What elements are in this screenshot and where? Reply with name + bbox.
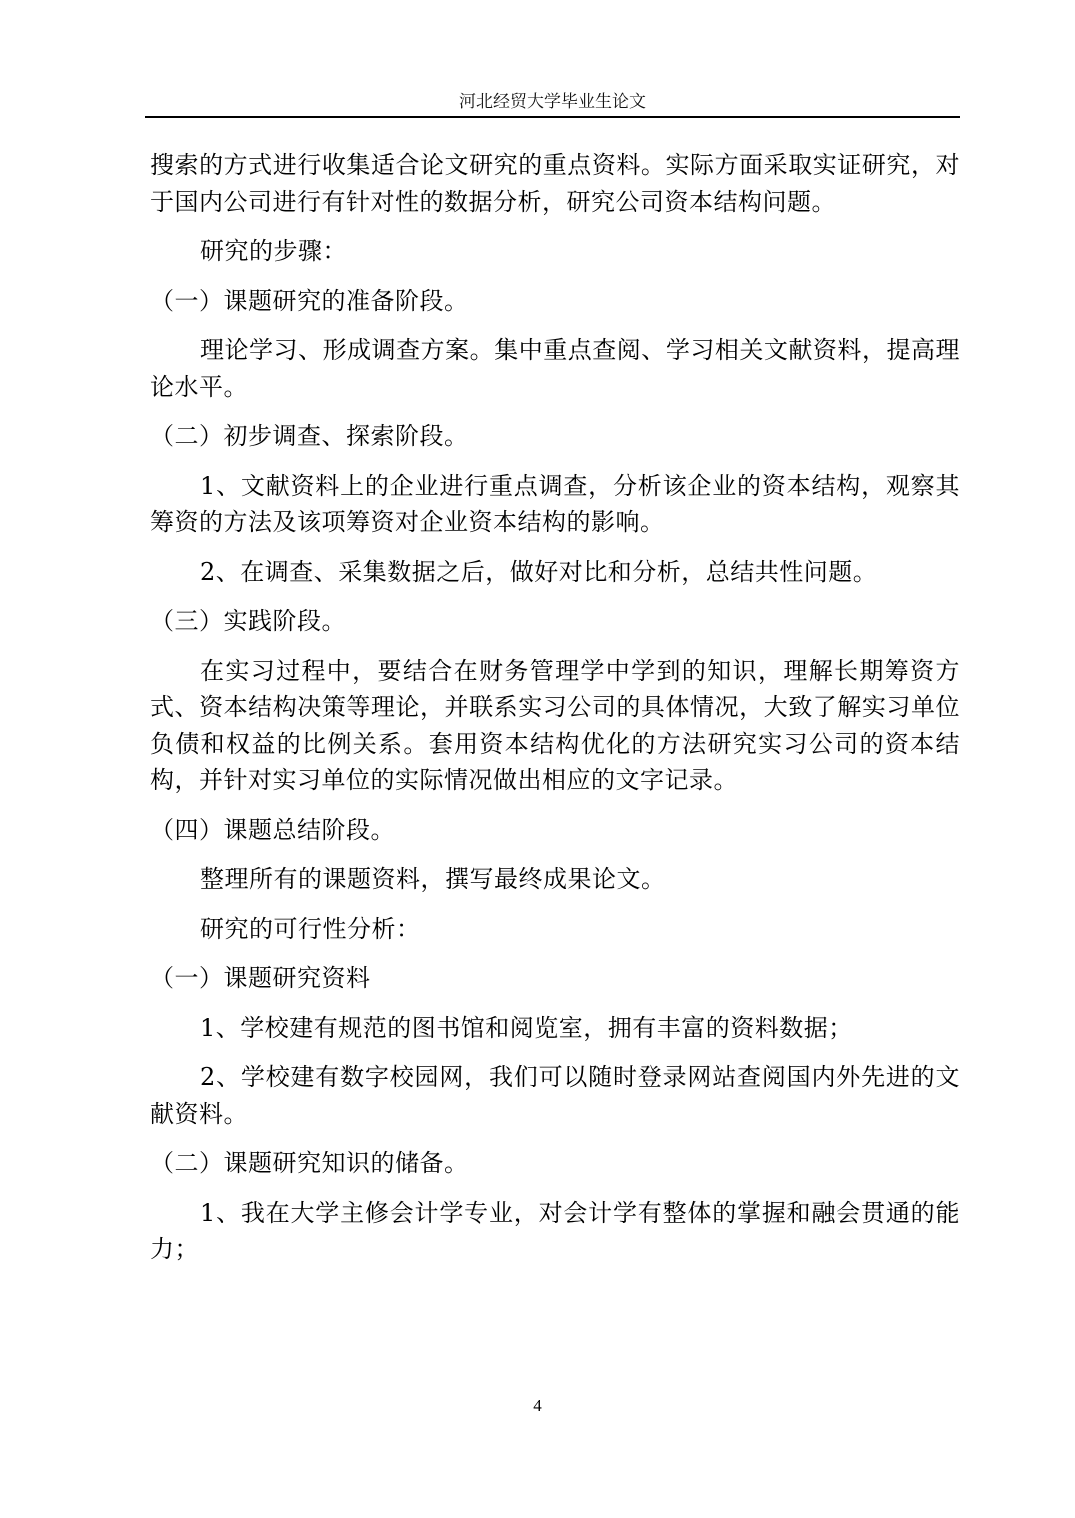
header-rule: [145, 116, 960, 118]
section-heading: （二）初步调查、探索阶段。: [150, 422, 469, 450]
paragraph: 1、学校建有规范的图书馆和阅览室，拥有丰富的资料数据；: [200, 1013, 853, 1042]
paragraph: 整理所有的课题资料，撰写最终成果论文。: [200, 865, 666, 893]
paragraph: 2、学校建有数字校园网，我们可以随时登录网站查阅国内外先进的文献资料。: [150, 1063, 960, 1128]
section-heading: （一）课题研究的准备阶段。: [150, 286, 469, 315]
paragraph: 2、在调查、采集数据之后，做好对比和分析，总结共性问题。: [200, 557, 878, 586]
paragraph: 1、我在大学主修会计学专业，对会计学有整体的掌握和融会贯通的能力；: [150, 1198, 960, 1263]
section-heading: （三）实践阶段。: [150, 607, 346, 635]
paragraph: 研究的可行性分析：: [200, 914, 421, 943]
paragraph: 理论学习、形成调查方案。集中重点查阅、学习相关文献资料，提高理论水平。: [150, 336, 960, 401]
paragraph: 研究的步骤：: [200, 237, 347, 265]
section-heading: （二）课题研究知识的储备。: [150, 1149, 469, 1177]
paragraph: 搜索的方式进行收集适合论文研究的重点资料。实际方面采取实证研究，对于国内公司进行有针对性的数据分析，研究公司资本结构问题。: [150, 151, 960, 216]
section-heading: （四）课题总结阶段。: [150, 815, 395, 844]
body-text: [150, 147, 960, 1281]
section-heading: （一）课题研究资料: [150, 964, 371, 992]
running-header: 河北经贸大学毕业生论文: [459, 92, 646, 112]
paragraph: 在实习过程中，要结合在财务管理学中学到的知识，理解长期筹资方式、资本结构决策等理论，并联系实习公司的具体情况，大致了解实习单位负债和权益的比例关系。套用资本结构优化的方法研究实习公司的资本结构，并针对实习单位的实际情况做出相应的文字记录。: [150, 656, 960, 794]
page-number: 4: [533, 1396, 542, 1415]
paragraph: 1、文献资料上的企业进行重点调查，分析该企业的资本结构，观察其筹资的方法及该项筹资对企业资本结构的影响。: [150, 471, 960, 536]
